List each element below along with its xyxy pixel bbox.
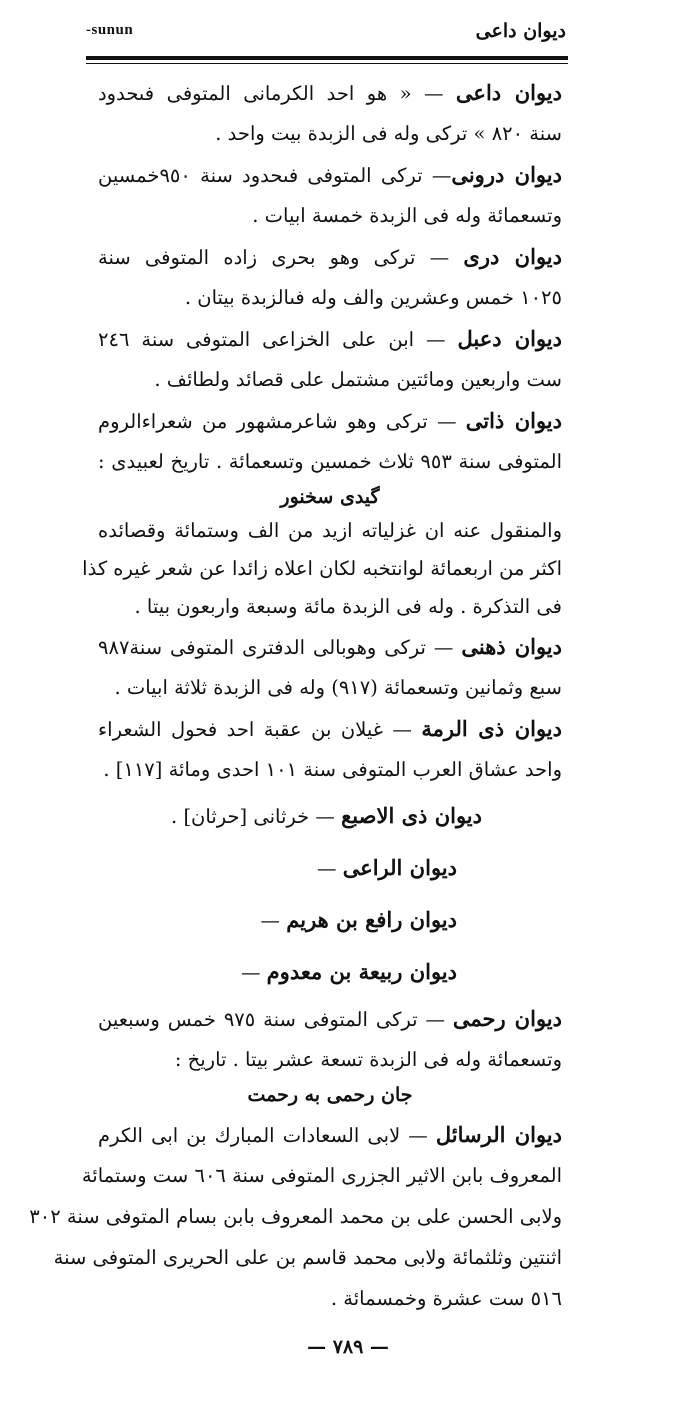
entry-line: [98, 400, 562, 441]
entry-text: —: [260, 909, 287, 932]
header-rule-thick: [86, 56, 568, 60]
entry-line: [98, 318, 562, 359]
entry-text: — تركى وهو شاعرمشهور من شعراءالروم: [98, 410, 466, 433]
entry-title: ديوان ذى الرمة: [421, 716, 562, 741]
entry-title: ديوان درونى: [451, 162, 562, 187]
entry-text: — تركى المتوفى سنة ٩٧٥ خمس وسبعين: [98, 1008, 453, 1031]
entry-text: —: [316, 857, 343, 880]
short-entry: [98, 894, 562, 946]
header-title: ديوان داعى: [475, 20, 566, 42]
entry-text: — لابى السعادات المبارك بن ابى الكرم: [98, 1124, 436, 1147]
entry-title: ديوان داعى: [455, 80, 562, 105]
entry-title: ديوان درى: [463, 244, 562, 269]
entry-text: —: [240, 961, 267, 984]
short-entry: [98, 790, 562, 842]
entry-line: [98, 1114, 562, 1155]
entry-title: ديوان رحمى: [452, 1006, 562, 1031]
entry-line: [98, 626, 562, 667]
entry-title: ديوان الراعى: [342, 855, 457, 880]
header-rule-thin: [86, 63, 568, 64]
entry-text: — تركى وهو بحرى زاده المتوفى سنة: [98, 246, 464, 269]
entry-line: المتوفى سنة ٩٥٣ ثلاث خمسين وتسعمائة . تاريخ لعبيدى :: [98, 450, 562, 473]
entry-line: [98, 154, 562, 195]
entry-title: ديوان الرسائل: [435, 1122, 562, 1147]
running-header: [86, 20, 566, 46]
entry-title: ديوان ربيعة بن معدوم: [266, 959, 457, 984]
verse-line: گيدى سخنور: [280, 486, 380, 508]
page-body: [29, 72, 562, 1319]
entry-text: — تركى وهوبالى الدفترى المتوفى سنة٩٨٧: [98, 636, 462, 659]
entry-line: والمنقول عنه ان غزلياته ازيد من الف وستمائة وقصائده: [98, 519, 562, 542]
entry-title: ديوان دعبل: [457, 326, 562, 351]
entry-line: ٥١٦ ست عشرة وخمسمائة .: [330, 1287, 562, 1310]
entry-line: [98, 236, 562, 277]
entry-line: [98, 72, 562, 113]
entry-title: ديوان ذى الاصبع: [341, 803, 482, 828]
entry-title: ديوان رافع بن هريم: [286, 907, 457, 932]
entry-line: وتسعمائة وله فى الزبدة تسعة عشر بيتا . تاريخ :: [174, 1048, 562, 1071]
entry-text: — ابن على الخزاعى المتوفى سنة ٢٤٦: [98, 328, 458, 351]
entry-line: سبع وثمانين وتسعمائة (٩١٧) وله فى الزبدة ثلاثة ابيات .: [114, 676, 562, 699]
entry-line: سنة ٨٢٠ » تركى وله فى الزبدة بيت واحد .: [215, 122, 562, 145]
verse-line: جان رحمى به رحمت: [247, 1084, 413, 1106]
entry-line: اكثر من اربعمائة لوانتخبه لكان اعلاه زائدا عن شعر غيره كذا: [82, 557, 562, 580]
entry-line: [98, 998, 562, 1039]
entry-title: ديوان ذهنى: [461, 634, 562, 659]
entry-text: — خرثانى [حرثان] .: [171, 805, 342, 828]
entry-line: ١٠٢٥ خمس وعشرين والف وله فىالزبدة بيتان .: [184, 286, 562, 309]
entry-text: — تركى المتوفى فىحدود سنة ٩٥٠خمسين: [98, 164, 452, 187]
entry-line: [98, 708, 562, 749]
entry-line: المعروف بابن الاثير الجزرى المتوفى سنة ٦٠٦ ست وستمائة: [81, 1164, 562, 1187]
entry-line: اثنتين وثلثمائة ولابى محمد قاسم بن على الحريرى المتوفى سنة: [53, 1246, 562, 1269]
entry-title: ديوان ذاتى: [465, 408, 562, 433]
entry-line: واحد عشاق العرب المتوفى سنة ١٠١ احدى ومائة [١١٧] .: [103, 758, 562, 781]
entry-text: — « هو احد الكرمانى المتوفى فىحدود: [98, 82, 456, 105]
entry-line: ولابى الحسن على بن محمد المعروف بابن بسام المتوفى سنة ٣٠٢: [29, 1205, 562, 1228]
entry-line: ست واربعين ومائتين مشتمل على قصائد ولطائف .: [154, 368, 562, 391]
entry-text: — غيلان بن عقبة احد فحول الشعراء: [98, 718, 422, 741]
entry-line: فى التذكرة . وله فى الزبدة مائة وسبعة واربعون بيتا .: [134, 595, 562, 618]
header-left-text: -sunun: [86, 22, 134, 38]
short-entry: [98, 946, 562, 998]
short-entry: [98, 842, 562, 894]
page-number: — ٧٨٩ —: [307, 1336, 389, 1358]
entry-line: وتسعمائة وله فى الزبدة خمسة ابيات .: [252, 204, 562, 227]
